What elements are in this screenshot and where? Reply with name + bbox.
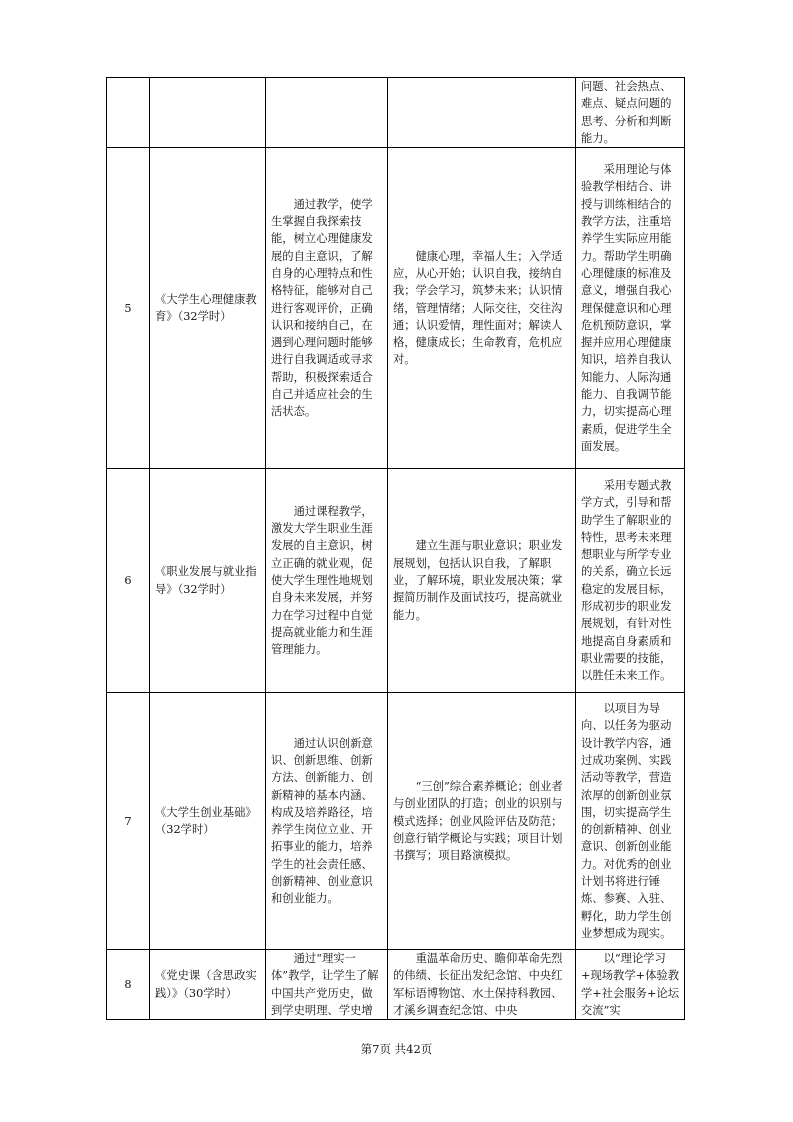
- table-row: [107, 950, 685, 1020]
- course-objective: 通过“理实一体”教学，让学生了解中国共产党历史，做到学史明理、学史增: [271, 952, 379, 1018]
- course-name: 《职业发展与就业指导》（32学时）: [150, 469, 266, 693]
- course-name: [150, 78, 266, 148]
- page-footer: 第7页 共42页: [360, 1042, 433, 1056]
- course-objective: 通过教学，使学生掌握自我探索技能，树立心理健康发展的自主意识，了解自身的心理特点和性格特征，能够对自己进行客观评价，正确认识和接纳自己，在遇到心理问题时能够进行自我调适或寻求帮助，积极探索适合自己并适应社会的生活状态。: [271, 197, 373, 419]
- course-requirement: 以项目为导向、以任务为驱动设计教学内容，通过成功案例、实践活动等教学，营造浓厚的创新创业氛围，切实提高学生的创新精神、创业意识、创新创业能力。对优秀的创业计划书将进行锤炼、参赛、入驻、孵化，助力学生创业梦想成为现实。: [581, 702, 672, 940]
- course-objective: [266, 78, 388, 148]
- course-objective: 通过课程教学，激发大学生职业生涯发展的自主意识，树立正确的就业观，促使大学生理性地规划自身未来发展，并努力在学习过程中自觉提高就业能力和生涯管理能力。: [271, 504, 373, 657]
- row-number: 7: [107, 693, 150, 950]
- course-content: 健康心理，幸福人生；入学适应，从心开始；认识自我，接纳自我；学会学习，筑梦未来；认识情绪，管理情绪；人际交往，交往沟通；认识爱情，理性面对；解读人格，健康成长；生命教育，危机应对。: [393, 249, 563, 367]
- course-requirement: 问题、社会热点、难点、疑点问题的思考、分析和判断能力。: [576, 78, 685, 148]
- course-objective: 通过认识创新意识、创新思维、创新方法、创新能力、创新精神的基本内涵、构成及培养路径，培养学生岗位立业、开拓事业的能力，培养学生的社会责任感、创新精神、创业意识和创业能力。: [271, 736, 373, 906]
- row-number: 6: [107, 469, 150, 693]
- course-requirement: 采用专题式教学方式，引导和帮助学生了解职业的特性，思考未来理想职业与所学专业的关系，确立长远稳定的发展目标，形成初步的职业发展规划，有针对性地提高自身素质和职业需要的技能，以胜任未来工作。: [581, 478, 672, 683]
- course-content: [388, 78, 576, 148]
- course-name: 《大学生创业基础》（32学时）: [150, 693, 266, 950]
- course-requirement: 以“理论学习+现场教学+体验教学+社会服务+论坛交流”实: [581, 952, 680, 1018]
- course-name: 《大学生心理健康教育》（32学时）: [150, 148, 266, 469]
- course-content: 重温革命历史、瞻仰革命先烈的伟绩、长征出发纪念馆、中央红军标语博物馆、水土保持科教园、才溪乡调查纪念馆、中央: [393, 952, 563, 1018]
- table-row: [107, 693, 685, 950]
- course-content: “三创”综合素养概论；创业者与创业团队的打造；创业的识别与模式选择；创业风险评估及防范；创意行销学概论与实践；项目计划书撰写；项目路演模拟。: [393, 779, 563, 863]
- course-requirement: 采用理论与体验教学相结合、讲授与训练相结合的教学方法，注重培养学生实际应用能力。帮助学生明确心理健康的标准及意义，增强自我心理保健意识和心理危机预防意识，掌握并应用心理健康知识，培养自我认知能力、人际沟通能力、自我调节能力，切实提高心理素质，促进学生全面发展。: [581, 163, 672, 453]
- row-number: 5: [107, 148, 150, 469]
- course-content: 建立生涯与职业意识；职业发展规划，包括认识自我，了解职业，了解环境，职业发展决策；掌握简历制作及面试技巧，提高就业能力。: [393, 539, 563, 622]
- row-number: 8: [107, 950, 150, 1020]
- row-number: [107, 78, 150, 148]
- table-row: [107, 148, 685, 469]
- table-row: [107, 469, 685, 693]
- course-name: 《党史课（含思政实践）》（30学时）: [150, 950, 266, 1020]
- course-table: [106, 77, 685, 1020]
- table-row: [107, 78, 685, 148]
